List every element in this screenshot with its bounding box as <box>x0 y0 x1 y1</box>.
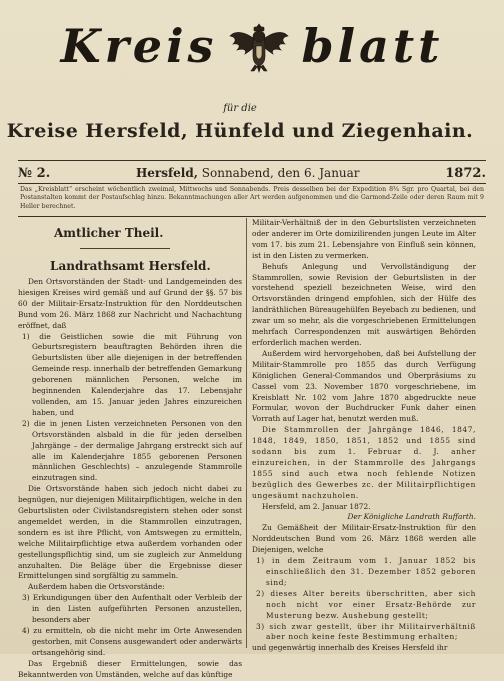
masthead-title <box>12 18 492 74</box>
left-paragraph: Den Ortsvorständen der Stadt- und Landgemeinden des hiesigen Kreises wird gemäß und auf Grund der §§. 57 bis 60 der Militair-Ersatz-Instruktion für den Norddeutschen Bund vom 26. März 1868 zur Nachricht und Nachachtung eröffnet, daß <box>18 277 242 330</box>
right-paragraph: Außerdem wird hervorgehoben, daß bei Aufstellung der Militair-Stammrolle pro 1855 das durch Verfügung Königlichen General-Commandos und Oberpräsiums zu Cassel vom 23. November 1870 vorgeschriebene, im Kreisblatt Nr. 102 vom Jahre 1870 abgedruckte neue Formular, wovon der Buchdrucker Funk daher einen Vorrath auf Lager hat, benutzt werden muß. <box>252 348 476 424</box>
right-column <box>252 218 476 653</box>
masthead-subtitle: Kreise Hersfeld, Hünfeld und Ziegenhain. <box>6 120 474 142</box>
dateline-rule <box>18 183 486 184</box>
eagle-emblem-icon <box>227 18 291 74</box>
issue-date <box>136 166 360 180</box>
issue-date-text: Sonnabend, den 6. Januar <box>201 166 360 180</box>
masthead <box>12 0 492 92</box>
office-heading: Landrathsamt Hersfeld. <box>50 259 211 273</box>
section-rule <box>80 248 170 249</box>
section-heading: Amtlicher Theil. <box>54 226 164 240</box>
left-list-item: 2) die in jenen Listen verzeichneten Personen von den Ortsvorständen alsbald in die für jeden derselben Jahrgänge – der dermalige Jahrgang erstreckt sich auf alle im Kalenderjahre 1855 geborenen Personen männlichen Geschlechts) – anzulegende Stammrolle einzutragen sind. <box>22 418 242 483</box>
issue-place: Hersfeld, <box>135 166 198 180</box>
subscription-notice: Das „Kreisblatt“ erscheint wöchentlich zweimal, Mittwochs und Sonnabends. Preis desselben bei der Expedition 8¾ Sgr. pro Quartal, bei den Postanstalten kommt der Postaufschlag hinzu. Bekanntmachungen aller Art werden aufgenommen und die Garmond-Zeile oder deren Raum mit 9 Heller berechnet. <box>20 186 484 210</box>
article-columns <box>18 218 486 679</box>
right-list-item: 2) dieses Alter bereits überschritten, aber sich noch nicht vor einer Ersatz-Behörde zur Musterung bezw. Aushebung gestellt; <box>256 588 476 620</box>
column-divider <box>246 218 247 648</box>
notice-rule <box>18 216 486 217</box>
left-list-item: 3) Erkundigungen über den Aufenthalt oder Verbleib der in den Listen aufgeführten Personen anzustellen, besonders aber <box>22 593 242 625</box>
left-column <box>18 218 242 679</box>
issue-number: № 2. <box>18 166 51 181</box>
right-signature: Der Königliche Landrath Ruffarth. <box>347 512 476 522</box>
right-list-item: 1) in dem Zeitraum vom 1. Januar 1852 bis einschließlich den 31. Dezember 1852 geboren sind; <box>256 556 476 587</box>
left-paragraph: Das Ergebniß dieser Ermittelungen, sowie das Bekanntwerden von Umständen, welche auf das künftige <box>18 658 242 679</box>
masthead-word-left: Kreis <box>60 19 218 73</box>
left-paragraph: Außerdem haben die Ortsvorstände: <box>28 582 165 592</box>
masthead-word-right: blatt <box>301 19 444 73</box>
right-paragraph: und gegenwärtig innerhalb des Kreises Hersfeld ihr <box>252 643 448 653</box>
right-paragraph: Die Stammrollen der Jahrgänge 1846, 1847, 1848, 1849, 1850, 1851, 1852 und 1855 sind sodann bis zum 1. Februar d. J. anher einzureichen, in der Stammrolle des Jahrgangs 1855 sind auch etwa noch fehlende Notizen bezüglich des Gewerbes zc. der Militairpflichtigen ungesäumt nachzuholen. <box>252 425 476 500</box>
left-list-item: 4) zu ermitteln, ob die nicht mehr im Orte Anwesenden gestorben, mit Consens ausgewandert oder anderwärts ortsangehörig sind. <box>22 626 242 657</box>
right-list-item: 3) sich zwar gestellt, über ihr Militairverhältniß aber noch keine feste Bestimmung erhalten; <box>256 621 476 642</box>
right-paragraph: Behufs Anlegung und Vervollständigung der Stammrollen, sowie Revision der Geburtslisten in der vorstehend speziell bezeichneten Weise, wird den Ortsvorständen dringend empfohlen, sich der Hülfe des landräthlichen Büreaugehülfen Beyebach zu bedienen, und zwar um so mehr, als die vorgeschriebenen Ermittelungen mehrfach Correspondenzen mit auswärtigen Behörden erforderlich machen werden. <box>252 261 476 347</box>
masthead-fuer: für die <box>223 103 257 114</box>
issue-year: 1872. <box>445 166 486 181</box>
dateline <box>18 166 486 181</box>
right-paragraph: Zu Gemäßheit der Militair-Ersatz-Instruktion für den Norddeutschen Bund vom 26. März 1868 werden alle Diejenigen, welche <box>252 523 476 555</box>
right-paragraph: Militair-Verhältniß der in den Geburtslisten verzeichneten oder anderer im Orte domizilirenden jungen Leute im Alter vom 17. bis zum 21. Lebensjahre von Einfluß sein können, ist in den Listen zu vermerken. <box>252 218 476 260</box>
top-rule <box>18 160 486 161</box>
left-paragraph: Die Ortsvorstände haben sich jedoch nicht dabei zu begnügen, nur diejenigen Militairpflichtigen, welche in den Geburtslisten oder Civilstandsregistern stehen oder sonst angemeldet werden, in die Stammrollen einzutragen, sondern es ist ihre Pflicht, von Amtswegen zu ermitteln, welche Militairpflichtige etwa außerdem vorhanden oder gestellungspflichtig sind, um sie zugleich zur Anmeldung anzuhalten. Die Beläge über die Ergebnisse dieser Ermittelungen sind sorgfältig zu sammeln. <box>18 484 242 581</box>
left-list-item: 1) die Geistlichen sowie die mit Führung von Geburtsregistern beauftragten Behörden ihren die Geburtslisten über alle diejenigen in der betreffenden Gemeinde resp. innerhalb der betreffenden Gemarkung geborenen männlichen Personen, welche im beginnenden Kalenderjahre das 17. Lebensjahr vollenden, am 15. Januar jeden Jahres einzureichen haben, und <box>22 331 242 417</box>
right-dateline: Hersfeld, am 2. Januar 1872. <box>262 501 371 511</box>
